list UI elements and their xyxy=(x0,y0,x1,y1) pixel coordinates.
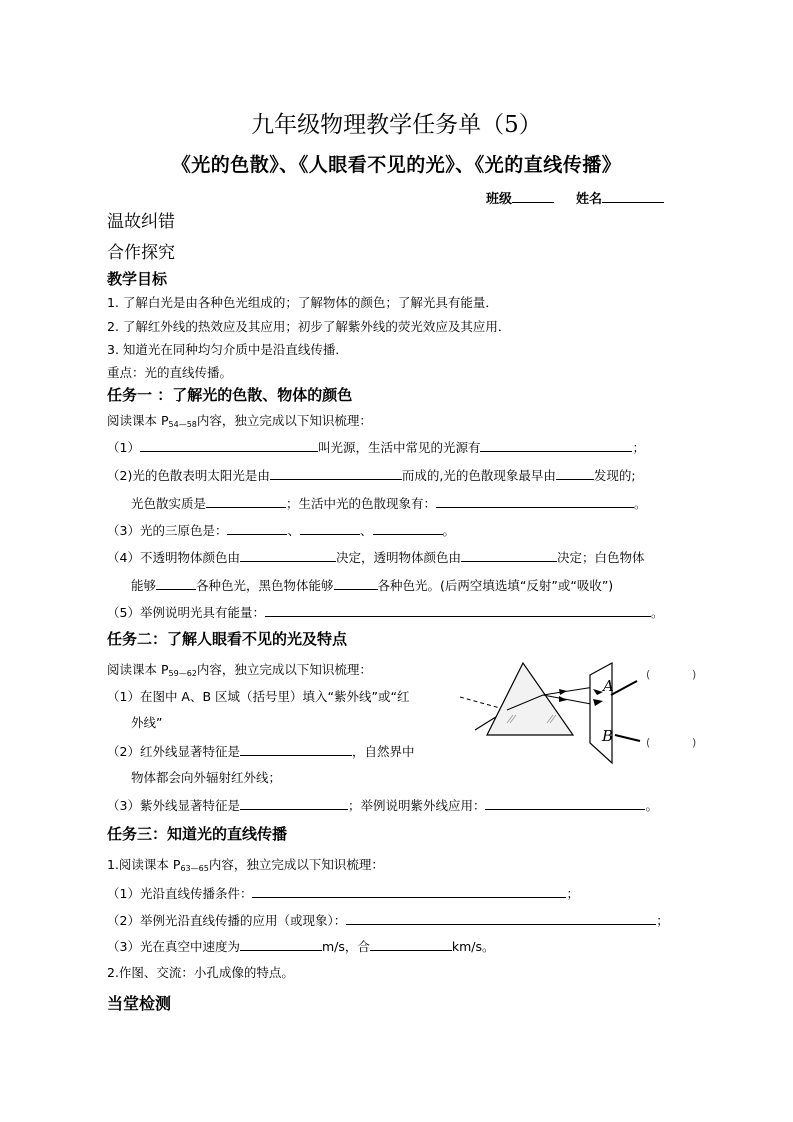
q-text: （1）光沿直线传播条件： xyxy=(107,886,253,901)
q-text: 决定；白色物体 xyxy=(556,550,645,565)
review-heading: 温故纠错 xyxy=(107,212,175,232)
q-text: m/s，合 xyxy=(321,939,370,954)
q-text: 叫光源，生活中常见的光源有 xyxy=(317,440,481,455)
paren-open-a: ( xyxy=(646,668,651,681)
task2-q1-cont: 外线” xyxy=(131,715,163,730)
task3-q1 xyxy=(107,883,579,902)
check-heading: 当堂检测 xyxy=(107,994,172,1013)
answer-blank[interactable] xyxy=(300,520,360,535)
page-title: 九年级物理教学任务单（5） xyxy=(251,112,542,138)
task3-q2 xyxy=(107,910,669,929)
name-blank[interactable] xyxy=(602,188,664,203)
task2-heading: 任务二：了解人眼看不见的光及特点 xyxy=(107,630,348,648)
keypoint: 重点：光的直线传播。 xyxy=(107,365,233,380)
answer-blank[interactable] xyxy=(334,575,378,590)
paren-close-a: ) xyxy=(692,668,697,681)
objective-item: 2. 了解红外线的热效应及其应用；初步了解紫外线的荧光效应及其应用． xyxy=(107,319,511,334)
intro-text: 内容，独立完成以下知识梳理： xyxy=(196,662,372,677)
task2-q2 xyxy=(107,741,414,760)
answer-blank[interactable] xyxy=(370,936,452,951)
task1-q4-cont xyxy=(131,575,613,594)
task3-item2: 2.作图、交流：小孔成像的特点。 xyxy=(107,965,294,980)
answer-blank[interactable] xyxy=(436,493,634,508)
answer-blank[interactable] xyxy=(140,437,318,452)
q-text: km/s。 xyxy=(451,939,495,954)
q-text: 各种色光，黑色物体能够 xyxy=(196,578,334,593)
intro-text: 内容，独立完成以下知识梳理： xyxy=(196,413,372,428)
answer-blank[interactable] xyxy=(461,547,557,562)
explore-heading: 合作探究 xyxy=(107,243,175,263)
class-blank[interactable] xyxy=(512,188,554,203)
task1-q2 xyxy=(107,465,636,484)
task3-heading: 任务三：知道光的直线传播 xyxy=(107,825,288,843)
q-text: 而成的,光的色散现象最早由 xyxy=(401,468,556,483)
task1-heading: 任务一 ：了解光的色散、物体的颜色 xyxy=(107,386,353,404)
task1-intro xyxy=(107,411,372,429)
q-text: 能够 xyxy=(131,578,157,593)
q-text: 各种色光。(后两空填选填“反射”或“吸收”) xyxy=(377,578,614,593)
answer-blank[interactable] xyxy=(270,465,402,480)
name-field xyxy=(576,188,664,207)
label-a: A xyxy=(603,677,614,695)
q-text: ；生活中光的色散现象有： xyxy=(286,496,437,511)
q-text: 发现的; xyxy=(593,468,636,483)
prism-diagram xyxy=(455,655,710,770)
intro-text: 阅读课本 P xyxy=(107,413,169,428)
q-text: （5）举例说明光具有能量： xyxy=(107,605,265,620)
answer-blank[interactable] xyxy=(206,493,286,508)
intro-text: 1.阅读课本 P xyxy=(107,857,181,872)
task1-q5 xyxy=(107,602,663,621)
class-field xyxy=(486,188,554,207)
task2-q1: （1）在图中 A、B 区域（括号里）填入“紫外线”或“红 xyxy=(107,689,410,704)
label-line-a xyxy=(611,681,637,695)
task1-q1 xyxy=(107,437,645,456)
q-text: （2）举例光沿直线传播的应用（或现象）： xyxy=(107,913,347,928)
answer-blank[interactable] xyxy=(556,465,594,480)
objective-item: 1. 了解白光是由各种色光组成的；了解物体的颜色；了解光具有能量． xyxy=(107,295,498,310)
q-text: （3）光在真空中速度为 xyxy=(107,939,240,954)
name-label: 姓名 xyxy=(576,192,603,207)
q-text: 。 xyxy=(634,496,647,511)
paren-close-b: ) xyxy=(692,736,697,749)
answer-blank[interactable] xyxy=(227,520,287,535)
answer-blank[interactable] xyxy=(240,936,322,951)
task1-q4 xyxy=(107,547,645,566)
answer-blank[interactable] xyxy=(240,795,348,810)
objectives-heading: 教学目标 xyxy=(107,270,168,288)
answer-blank[interactable] xyxy=(240,547,336,562)
answer-blank[interactable] xyxy=(373,520,443,535)
q-text: （2）红外线显著特征是 xyxy=(107,744,240,759)
q-text: ；举例说明紫外线应用： xyxy=(347,798,486,813)
task1-q2-cont xyxy=(131,493,647,512)
answer-blank[interactable] xyxy=(265,602,651,617)
label-line-b xyxy=(615,735,640,741)
q-text: 。 xyxy=(650,605,664,620)
task3-q3 xyxy=(107,936,495,955)
q-text: （1） xyxy=(107,440,140,455)
q-text: （4）不透明物体颜色由 xyxy=(107,550,240,565)
answer-blank[interactable] xyxy=(156,575,196,590)
q-text: （2)光的色散表明太阳光是由 xyxy=(107,468,270,483)
q-text: ，自然界中 xyxy=(351,744,415,759)
answer-blank[interactable] xyxy=(240,741,352,756)
q-text: 。 xyxy=(645,798,658,813)
task2-q3 xyxy=(107,795,658,814)
answer-blank[interactable] xyxy=(252,883,566,898)
answer-blank[interactable] xyxy=(485,795,645,810)
q-text: ； xyxy=(632,440,645,455)
q-text: 。 xyxy=(442,523,456,538)
page-range: 59—62 xyxy=(168,669,197,678)
label-b: B xyxy=(602,727,614,745)
page-range: 63—65 xyxy=(180,864,209,873)
q-text: ； xyxy=(566,886,579,901)
page-range: 54—58 xyxy=(168,420,197,429)
page-subtitle: 《光的色散》、《人眼看不见的光》、《光的直线传播》 xyxy=(171,154,622,176)
class-label: 班级 xyxy=(486,192,513,207)
task2-intro xyxy=(107,660,372,678)
task3-intro xyxy=(107,855,384,873)
intro-text: 阅读课本 P xyxy=(107,662,169,677)
answer-blank[interactable] xyxy=(346,910,656,925)
objective-item: 3. 知道光在同种均匀介质中是沿直线传播． xyxy=(107,342,348,357)
answer-blank[interactable] xyxy=(480,437,632,452)
intro-text: 内容，独立完成以下知识梳理： xyxy=(208,857,384,872)
q-text: 决定，透明物体颜色由 xyxy=(335,550,461,565)
task2-q2-cont: 物体都会向外辐射红外线； xyxy=(131,770,282,785)
q-text: ； xyxy=(656,913,669,928)
q-text: （3）紫外线显著特征是 xyxy=(107,798,240,813)
q-text: 光色散实质是 xyxy=(131,496,207,511)
q-text: （3）光的三原色是： xyxy=(107,523,228,538)
q-text: 、 xyxy=(287,523,300,538)
q-text: 、 xyxy=(359,523,373,538)
paren-open-b: ( xyxy=(646,736,651,749)
task1-q3 xyxy=(107,520,455,539)
